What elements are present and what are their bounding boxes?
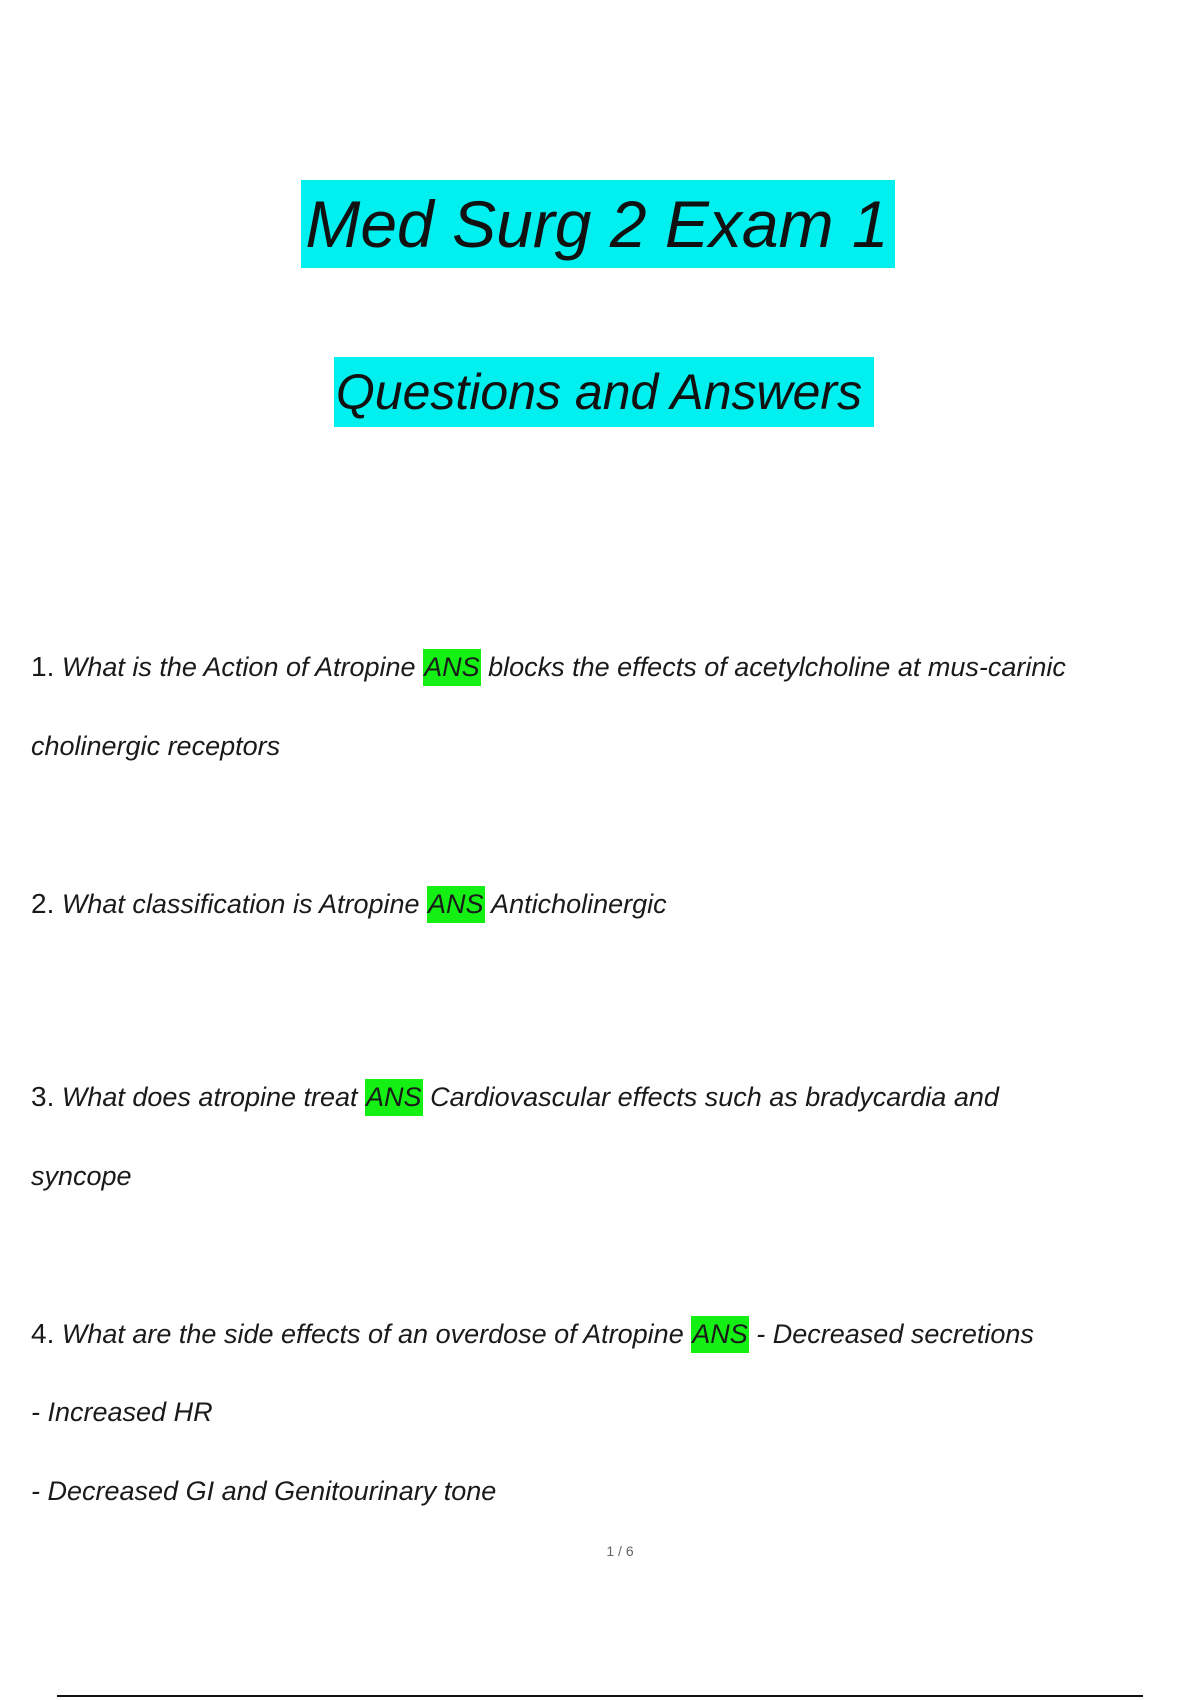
answer-continuation: cholinergic receptors xyxy=(31,731,281,761)
ans-label: ANS xyxy=(427,886,485,923)
question-number: 1. xyxy=(31,651,55,682)
document-title-block xyxy=(0,180,1200,268)
answer-continuation: syncope xyxy=(31,1161,132,1191)
answer-continuation: - Increased HR xyxy=(31,1397,213,1427)
answer-text: - Decreased secretions xyxy=(748,1319,1034,1349)
question-1-line xyxy=(31,651,1066,683)
question-3-line xyxy=(31,1081,999,1113)
footer-divider xyxy=(57,1695,1143,1697)
question-3-continuation xyxy=(31,1161,132,1192)
question-number: 4. xyxy=(31,1318,55,1349)
question-text: What classification is Atropine xyxy=(54,889,420,919)
question-4-continuation-2 xyxy=(31,1476,496,1507)
question-4-line xyxy=(31,1318,1034,1350)
answer-continuation: - Decreased GI and Genitourinary tone xyxy=(31,1476,497,1506)
ans-label: ANS xyxy=(423,649,481,686)
question-number: 3. xyxy=(31,1081,55,1112)
ans-label: ANS xyxy=(691,1316,749,1353)
question-number: 2. xyxy=(31,888,55,919)
question-1-continuation xyxy=(31,731,280,762)
question-4-continuation-1 xyxy=(31,1397,213,1428)
document-subtitle: Questions and Answers xyxy=(334,357,874,427)
answer-text: Cardiovascular effects such as bradycardia and xyxy=(422,1082,999,1112)
question-text: What are the side effects of an overdose of Atropine xyxy=(54,1319,684,1349)
question-text: What is the Action of Atropine xyxy=(54,652,416,682)
question-2-line xyxy=(31,888,667,920)
answer-text: blocks the effects of acetylcholine at mus-carinic xyxy=(480,652,1066,682)
answer-text: Anticholinergic xyxy=(484,889,667,919)
document-subtitle-block xyxy=(0,357,1200,427)
document-title: Med Surg 2 Exam 1 xyxy=(301,180,894,268)
question-text: What does atropine treat xyxy=(54,1082,358,1112)
ans-label: ANS xyxy=(365,1079,423,1116)
page-indicator: 1 / 6 xyxy=(606,1543,634,1559)
